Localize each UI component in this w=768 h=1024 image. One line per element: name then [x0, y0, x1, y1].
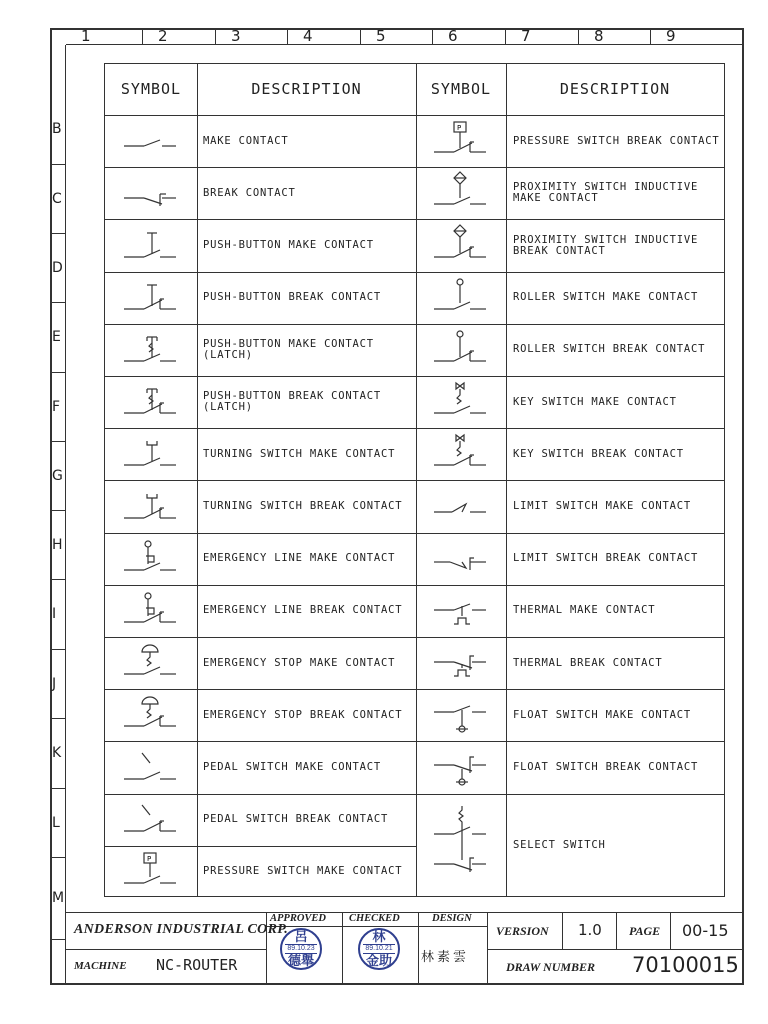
company-name: ANDERSON INDUSTRIAL CORP. — [74, 922, 289, 937]
row-ruler-label: G — [50, 442, 66, 511]
column-ruler-label: 9 — [666, 27, 676, 45]
symbol-description: EMERGENCY STOP MAKE CONTACT — [203, 656, 396, 669]
punch-hole — [40, 88, 50, 98]
row-ruler-label: C — [50, 165, 66, 234]
svg-text:P: P — [457, 124, 462, 133]
pressure-switch-break-symbol — [426, 118, 496, 169]
checked-stamp: 林 89.10.21 金助 — [358, 928, 400, 970]
checked-label: CHECKED — [349, 913, 400, 924]
emergency-stop-break-symbol — [116, 692, 186, 743]
symbol-description: LIMIT SWITCH MAKE CONTACT — [513, 500, 692, 512]
row-ruler-label: J — [50, 650, 66, 719]
column-ruler-label: 7 — [506, 28, 579, 45]
symbol-description: EMERGENCY STOP BREAK CONTACT — [203, 708, 403, 721]
thermal-break-symbol — [426, 640, 496, 691]
push-button-break-latch-symbol — [116, 379, 186, 430]
limit-switch-make-symbol — [426, 484, 496, 535]
push-button-make-latch-symbol — [116, 327, 186, 378]
version-label: VERSION — [496, 924, 549, 938]
designer-name: 林素雲 — [421, 950, 470, 965]
header-symbol-right: SYMBOL — [430, 80, 492, 98]
symbol-description: PROXIMITY SWITCH INDUCTIVE BREAK CONTACT — [513, 233, 699, 257]
column-ruler-label: 2 — [143, 28, 216, 45]
emergency-stop-make-symbol — [116, 640, 186, 691]
float-switch-make-symbol — [426, 692, 496, 743]
page-number: 00-15 — [682, 921, 729, 940]
symbol-description: KEY SWITCH BREAK CONTACT — [513, 447, 684, 460]
symbol-description: TURNING SWITCH BREAK CONTACT — [203, 500, 403, 512]
symbol-description: FLOAT SWITCH MAKE CONTACT — [513, 708, 692, 721]
row-ruler-label: E — [50, 303, 66, 373]
turning-switch-make-symbol — [116, 431, 186, 482]
symbol-description: KEY SWITCH MAKE CONTACT — [513, 395, 677, 408]
symbol-description: EMERGENCY LINE MAKE CONTACT — [203, 552, 396, 565]
symbol-description: PUSH-BUTTON MAKE CONTACT — [203, 239, 374, 251]
symbol-description: PEDAL SWITCH BREAK CONTACT — [203, 813, 389, 826]
symbol-description: MAKE CONTACT — [203, 134, 289, 147]
column-ruler-label: 6 — [433, 28, 506, 45]
machine-label: MACHINE — [74, 960, 127, 972]
header-symbol-left: SYMBOL — [120, 80, 182, 98]
pedal-switch-break-symbol — [116, 797, 186, 848]
row-ruler-label: M — [50, 858, 66, 940]
title-block — [66, 912, 744, 985]
column-ruler-label: 4 — [288, 28, 361, 45]
row-ruler-label: F — [50, 373, 66, 442]
column-ruler-label: 1 — [66, 28, 143, 45]
key-switch-break-symbol — [426, 431, 496, 482]
pedal-switch-make-symbol — [116, 745, 186, 796]
symbol-description: THERMAL BREAK CONTACT — [513, 656, 663, 669]
row-ruler-label: I — [50, 580, 66, 650]
symbol-description: ROLLER SWITCH MAKE CONTACT — [513, 291, 699, 304]
symbol-description: BREAK CONTACT — [203, 186, 296, 199]
header-description-left: DESCRIPTION — [251, 80, 362, 98]
limit-switch-break-symbol — [426, 536, 496, 587]
row-ruler-label: H — [50, 511, 66, 580]
make-contact-symbol — [116, 118, 186, 169]
draw-number: 70100015 — [632, 953, 739, 977]
symbol-description: PEDAL SWITCH MAKE CONTACT — [203, 761, 382, 773]
row-ruler-label: D — [50, 234, 66, 303]
symbol-description: EMERGENCY LINE BREAK CONTACT — [203, 604, 403, 617]
svg-text:P: P — [147, 854, 152, 863]
approved-label: APPROVED — [270, 913, 327, 924]
push-button-make-symbol — [116, 223, 186, 274]
float-switch-break-symbol — [426, 745, 496, 796]
symbol-description: SELECT SWITCH — [513, 839, 606, 852]
symbol-description: FLOAT SWITCH BREAK CONTACT — [513, 761, 699, 773]
approved-stamp: 呂 89.10.23 德舉 — [280, 928, 322, 970]
row-ruler — [50, 45, 66, 985]
page-label: PAGE — [629, 924, 661, 938]
turning-switch-break-symbol — [116, 484, 186, 535]
symbol-description: PUSH-BUTTON BREAK CONTACT (LATCH) — [203, 390, 382, 414]
punch-hole — [40, 60, 50, 70]
row-ruler-label: L — [50, 789, 66, 858]
roller-switch-make-symbol — [426, 275, 496, 326]
push-button-break-symbol — [116, 275, 186, 326]
row-ruler-label: K — [50, 719, 66, 789]
proximity-inductive-break-symbol — [426, 223, 496, 274]
symbol-description: TURNING SWITCH MAKE CONTACT — [203, 447, 396, 460]
proximity-inductive-make-symbol — [426, 170, 496, 221]
symbol-description: LIMIT SWITCH BREAK CONTACT — [513, 552, 699, 565]
thermal-make-symbol — [426, 588, 496, 639]
pressure-switch-make-symbol — [116, 849, 186, 900]
version-value: 1.0 — [578, 921, 602, 939]
symbol-description: THERMAL MAKE CONTACT — [513, 604, 656, 617]
design-label: DESIGN — [432, 913, 472, 924]
roller-switch-break-symbol — [426, 327, 496, 378]
column-ruler-label: 8 — [579, 28, 651, 45]
column-ruler — [66, 28, 744, 45]
column-ruler-label: 3 — [216, 28, 288, 45]
symbol-description: PRESSURE SWITCH BREAK CONTACT — [513, 134, 720, 147]
key-switch-make-symbol — [426, 379, 496, 430]
select-switch-symbol — [426, 798, 496, 899]
symbol-table — [104, 63, 725, 897]
break-contact-symbol — [116, 170, 186, 221]
draw-number-label: DRAW NUMBER — [506, 960, 596, 974]
row-ruler-label: B — [50, 95, 66, 165]
emergency-line-make-symbol — [116, 536, 186, 587]
symbol-description: PROXIMITY SWITCH INDUCTIVE MAKE CONTACT — [513, 181, 699, 205]
symbol-description: PUSH-BUTTON MAKE CONTACT (LATCH) — [203, 337, 374, 361]
symbol-description: PRESSURE SWITCH MAKE CONTACT — [203, 865, 403, 878]
machine-name: NC-ROUTER — [156, 956, 238, 974]
header-description-right: DESCRIPTION — [559, 80, 671, 98]
symbol-description: PUSH-BUTTON BREAK CONTACT — [203, 291, 382, 304]
symbol-description: ROLLER SWITCH BREAK CONTACT — [513, 343, 706, 356]
column-ruler-label: 5 — [361, 28, 433, 45]
emergency-line-break-symbol — [116, 588, 186, 639]
